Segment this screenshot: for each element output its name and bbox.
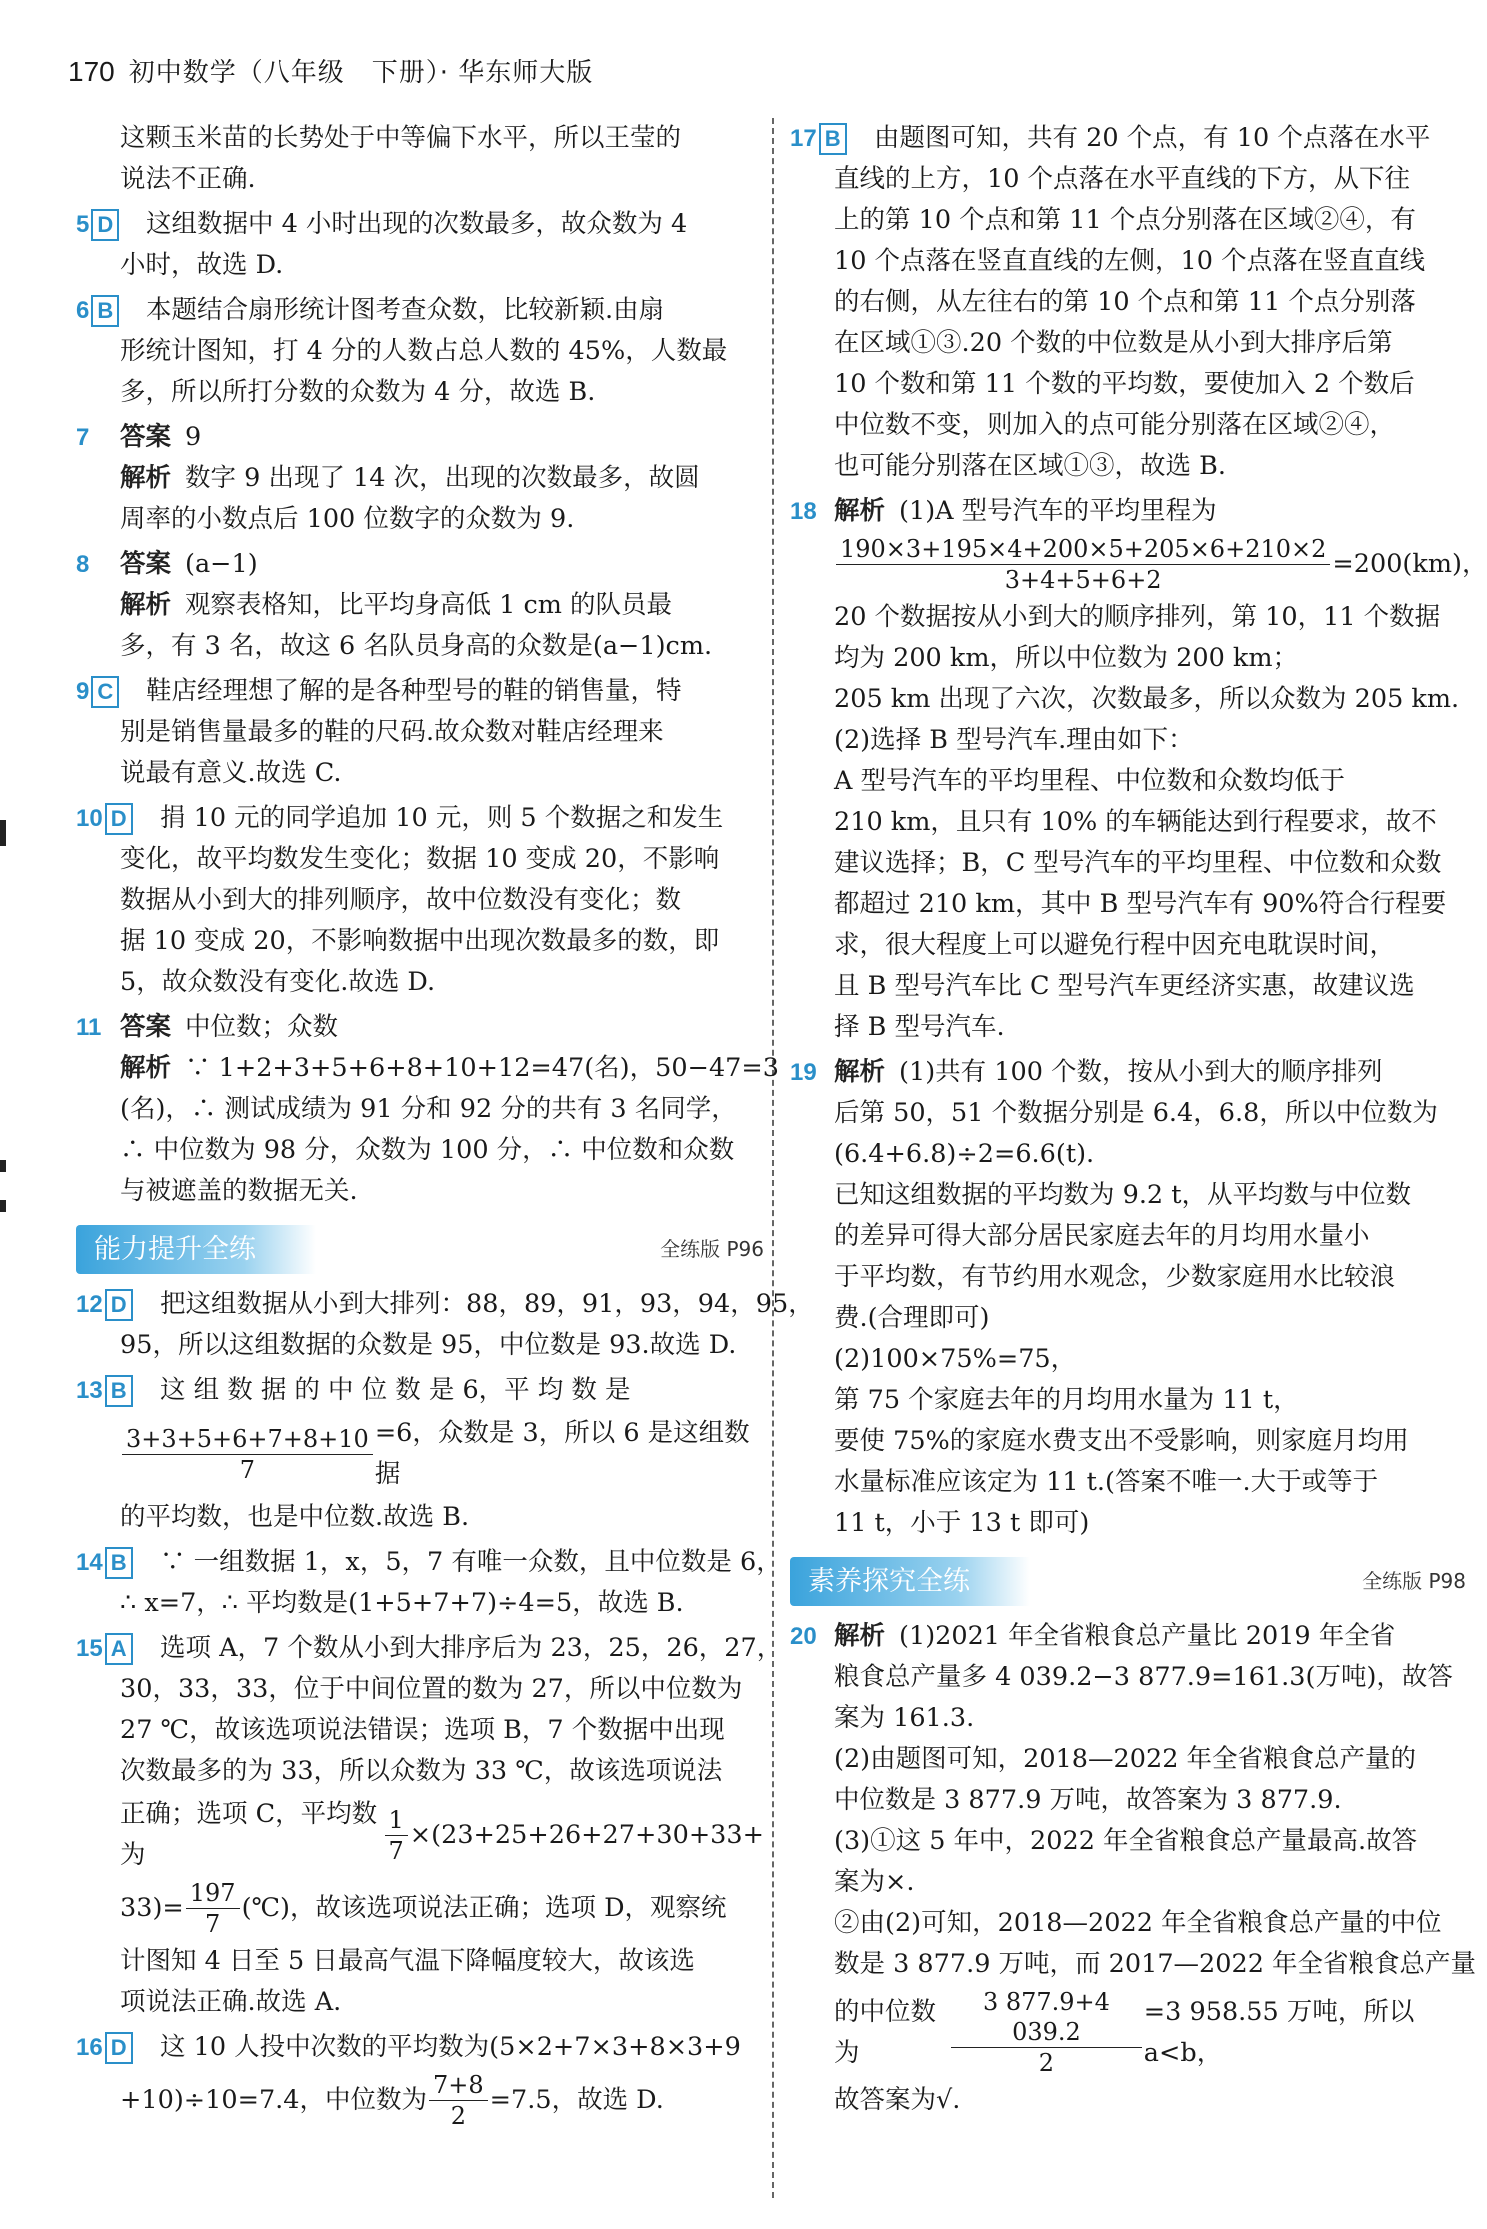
- question-number: 16 D: [76, 2027, 133, 2068]
- answer-value: 9: [185, 422, 202, 452]
- page-header: [68, 52, 593, 102]
- analysis-label: 解析: [120, 463, 172, 493]
- question-15: 15 A 选项 A，7 个数从小到大排序后为 23，25，26，27， 30，33，33，位于中间位置的数为 27，所以中位数为 27 ℃，故该选项说法错误；选项 B，7 个数据中出现 次数最多的为 33，所以众数为 33 ℃，故该选项说法 正确；选项 C，平均数为 $\frac{1}{7}$ ×(23+25+26+27+30+33+ 33)= $\frac{197}{7}$ (℃)，故该选项说法正确；选项 D，观察统 计图知 4 日至 5 日最高气温下降幅度较大，故该选 项说法正确.故选 A.: [76, 1628, 764, 2023]
- answer-box: D: [91, 209, 119, 241]
- analysis-label: 解析: [120, 590, 172, 620]
- question-7: 7 答案 9 解析 数字 9 出现了 14 次，出现的次数最多，故圆 周率的小数点后 100 位数字的众数为 9.: [76, 417, 764, 540]
- page-number: 170: [68, 56, 115, 87]
- question-number: 10 D: [76, 798, 133, 839]
- question-10: 10 D 捐 10 元的同学追加 10 元，则 5 个数据之和发生 变化，故平均数发生变化；数据 10 变成 20，不影响 数据从小到大的排列顺序，故中位数没有变化；数 据 10 变成 20，不影响数据中出现次数最多的数，即 5，故众数没有变化.故选 D.: [76, 798, 764, 1003]
- analysis-label: 解析: [120, 1053, 172, 1083]
- fraction: $\frac{7+8}{2}$: [429, 2070, 488, 2131]
- intro-text: 这颗玉米苗的长势处于中等偏下水平，所以王莹的 说法不正确.: [120, 123, 682, 194]
- banner-title: 素养探究全练: [790, 1557, 1030, 1606]
- question-number: 20: [790, 1623, 817, 1650]
- answer-box: D: [105, 1289, 133, 1321]
- fraction: $\frac{3+3+5+6+7+8+10}{7}$: [122, 1424, 373, 1485]
- question-5: 5 D 这组数据中 4 小时出现的次数最多，故众数为 4 小时，故选 D.: [76, 204, 764, 286]
- answer-label: 答案: [120, 549, 172, 579]
- question-17: 17 B 由题图可知，共有 20 个点，有 10 个点落在水平 直线的上方，10 个点落在水平直线的下方，从下往 上的第 10 个点和第 11 个点分别落在区域②④，有 10 个点落在竖直直线的左侧，10 个点落在竖直直线 的右侧，从左往右的第 10 个点和第 11 个点分别落 在区域①③.20 个数的中位数是从小到大排序后第 10 个数和第 11 个数的平均数，要使加入 2 个数后 中位数不变，则加入的点可能分别落在区域②④， 也可能分别落在区域①③，故选 B.: [790, 118, 1466, 487]
- question-number: 7: [76, 424, 90, 451]
- formula: $\frac{190\times 3+195\times 4+200\times 5+205\times 6+210\times 2}{3+4+5+6+2}$ =200(km)，: [834, 534, 1466, 595]
- analysis-label: 解析: [834, 496, 886, 526]
- question-11: 11 答案 中位数；众数 解析 ∵ 1+2+3+5+6+8+10+12=47(名)，50−47=3 (名)，∴ 测试成绩为 91 分和 92 分的共有 3 名同学， ∴ 中位数为 98 分，众数为 100 分，∴ 中位数和众数 与被遮盖的数据无关.: [76, 1007, 764, 1212]
- question-12: 12 D 把这组数据从小到大排列：88，89，91，93，94，95， 95，所以这组数据的众数是 95，中位数是 93.故选 D.: [76, 1284, 764, 1366]
- answer-box: B: [819, 123, 847, 155]
- question-16: 16 D 这 10 人投中次数的平均数为(5×2+7×3+8×3+9 +10)÷10=7.4，中位数为 $\frac{7+8}{2}$ =7.5，故选 D.: [76, 2027, 764, 2131]
- fraction: $\frac{197}{7}$: [186, 1878, 240, 1939]
- edge-mark: [0, 1160, 6, 1172]
- banner-title: 能力提升全练: [76, 1225, 316, 1274]
- section-banner-literacy: [790, 1556, 1466, 1606]
- question-13: 13 B 这 组 数 据 的 中 位 数 是 6，平 均 数 是 $\frac{3+3+5+6+7+8+10}{7}$ =6，众数是 3，所以 6 是这组数据 的平均数，也是中位数.故选 B.: [76, 1370, 764, 1538]
- question-18: 18 解析 (1)A 型号汽车的平均里程为 $\frac{190\times 3+195\times 4+200\times 5+205\times 6+210\times 2}{3+4+5+6+2}$ =200(km)， 20 个数据按从小到大的顺序排列，第 10，11 个数据 均为 200 km，所以中位数为 200 km； 205 km 出现了六次，次数最多，所以众数为 205 km. (2)选择 B 型号汽车.理由如下： A 型号汽车的平均里程、中位数和众数均低于 210 km，且只有 10% 的车辆能达到行程要求，故不 建议选择；B，C 型号汽车的平均里程、中位数和众数 都超过 210 km，其中 B 型号汽车有 90%符合行程要 求，很大程度上可以避免行程中因充电耽误时间， 且 B 型号汽车比 C 型号汽车更经济实惠，故建议选 择 B 型号汽车.: [790, 491, 1466, 1048]
- question-number: 15 A: [76, 1628, 133, 1669]
- answer-label: 答案: [120, 1012, 172, 1042]
- question-9: 9 C 鞋店经理想了解的是各种型号的鞋的销售量，特 别是销售量最多的鞋的尺码.故众数对鞋店经理来 说最有意义.故选 C.: [76, 671, 764, 794]
- answer-box: B: [91, 295, 119, 327]
- answer-value: (a−1): [185, 549, 258, 579]
- question-number: 17 B: [790, 118, 847, 159]
- fraction: $\frac{190\times 3+195\times 4+200\times 5+205\times 6+210\times 2}{3+4+5+6+2}$: [836, 534, 1330, 595]
- column-divider: [772, 118, 774, 2198]
- banner-page-ref: 全练版 P98: [1362, 1568, 1466, 1593]
- answer-box: B: [105, 1375, 133, 1407]
- fraction: $\frac{3 877.9+4 039.2}{2}$: [951, 1987, 1142, 2078]
- answer-box: D: [105, 2032, 133, 2064]
- question-number: 6 B: [76, 290, 119, 331]
- question-20: 20 解析 (1)2021 年全省粮食总产量比 2019 年全省 粮食总产量多 4 039.2−3 877.9=161.3(万吨)，故答 案为 161.3. (2)由题图可知，2018—2022 年全省粮食总产量的 中位数是 3 877.9 万吨，故答案为 3 877.9. (3)①这 5 年中，2022 年全省粮食总产量最高.故答 案为×. ②由(2)可知，2018—2022 年全省粮食总产量的中位 数是 3 877.9 万吨，而 2017—2022 年全省粮食总产量 的中位数为 $\frac{3 877.9+4 039.2}{2}$ =3 958.55 万吨，所以 a<b， 故答案为√.: [790, 1616, 1466, 2121]
- formula: 正确；选项 C，平均数为 $\frac{1}{7}$ ×(23+25+26+27+30+33+: [120, 1799, 764, 1870]
- question-number: 14 B: [76, 1542, 133, 1583]
- question-number: 8: [76, 551, 90, 578]
- formula: $\frac{3+3+5+6+7+8+10}{7}$ =6，众数是 3，所以 6 是这组数据: [120, 1413, 764, 1495]
- section-banner-ability: [76, 1224, 764, 1274]
- analysis-label: 解析: [834, 1057, 886, 1087]
- fraction: $\frac{1}{7}$: [385, 1805, 408, 1866]
- question-number: 11: [76, 1014, 102, 1041]
- analysis-label: 解析: [834, 1621, 886, 1651]
- answer-box: B: [105, 1547, 133, 1579]
- question-number: 13 B: [76, 1370, 133, 1411]
- question-number: 9 C: [76, 671, 119, 712]
- question-6: 6 B 本题结合扇形统计图考查众数，比较新颖.由扇 形统计图知，打 4 分的人数占总人数的 45%，人数最 多，所以所打分数的众数为 4 分，故选 B.: [76, 290, 764, 413]
- banner-page-ref: 全练版 P96: [660, 1236, 764, 1261]
- edge-mark: [0, 820, 6, 846]
- question-8: 8 答案 (a−1) 解析 观察表格知，比平均身高低 1 cm 的队员最 多，有 3 名，故这 6 名队员身高的众数是(a−1)cm.: [76, 544, 764, 667]
- answer-box: D: [105, 803, 133, 835]
- formula: 33)= $\frac{197}{7}$ (℃)，故该选项说法正确；选项 D，观察统: [120, 1879, 727, 1938]
- question-19: 19 解析 (1)共有 100 个数，按从小到大的顺序排列 后第 50，51 个数据分别是 6.4，6.8，所以中位数为 (6.4+6.8)÷2=6.6(t). 已知这组数据的平均数为 9.2 t，从平均数与中位数 的差异可得大部分居民家庭去年的月均用水量小 于平均数，有节约用水观念，少数家庭用水比较浪 费.(合理即可) (2)100×75%=75， 第 75 个家庭去年的月均用水量为 11 t， 要使 75%的家庭水费支出不受影响，则家庭月均用 水量标准应该定为 11 t.(答案不唯一.大于或等于 11 t，小于 13 t 即可): [790, 1052, 1466, 1544]
- question-14: 14 B ∵ 一组数据 1，x，5，7 有唯一众数，且中位数是 6， ∴ x=7，∴ 平均数是(1+5+7+7)÷4=5，故选 B.: [76, 1542, 764, 1624]
- formula: +10)÷10=7.4，中位数为 $\frac{7+8}{2}$ =7.5，故选 D.: [120, 2071, 664, 2130]
- formula: 的中位数为 $\frac{3 877.9+4 039.2}{2}$ =3 958.55 万吨，所以 a<b，: [834, 1988, 1415, 2077]
- question-number: 12 D: [76, 1284, 133, 1325]
- question-number: 5 D: [76, 204, 119, 245]
- right-column: [790, 118, 1487, 2125]
- answer-value: 中位数；众数: [185, 1012, 339, 1042]
- answer-box: A: [105, 1633, 133, 1665]
- answer-label: 答案: [120, 422, 172, 452]
- question-number: 18: [790, 498, 817, 525]
- question-number: 19: [790, 1059, 817, 1086]
- book-title: 初中数学（八年级 下册）· 华东师大版: [128, 58, 594, 88]
- answer-box: C: [91, 676, 119, 708]
- edge-mark: [0, 1200, 6, 1212]
